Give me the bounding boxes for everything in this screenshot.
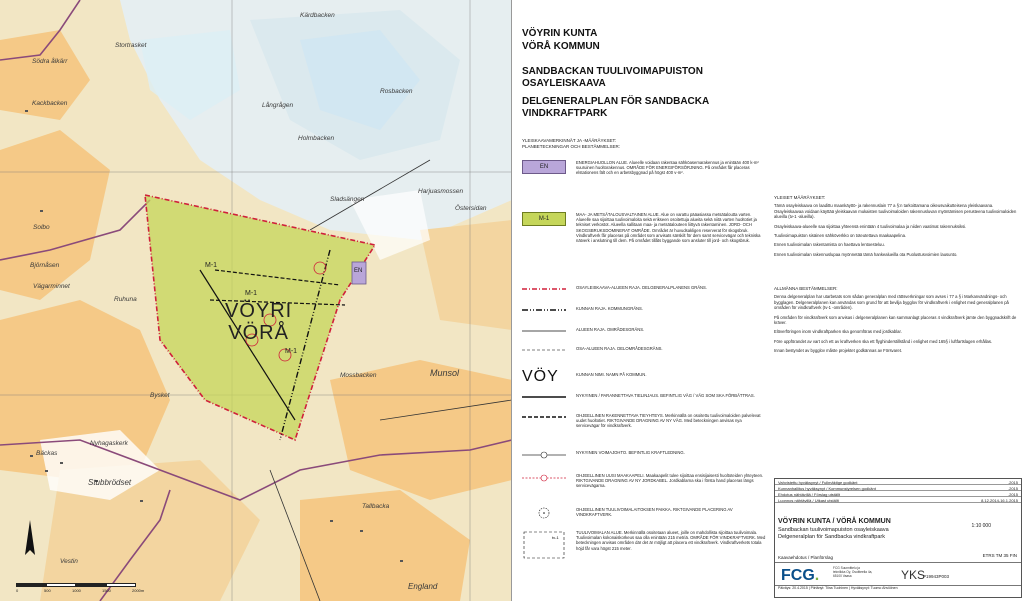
legend-item-municipality-name: VÖY KUNNAN NIMI. NAMN PÅ KOMMUN. (522, 368, 647, 385)
place-label: Björnåsen (30, 262, 60, 269)
subarea-border-symbol (522, 346, 566, 360)
place-label: Stortrasket (115, 42, 147, 49)
approval-row: Kunnanhallitus hyväksynyt / Kommunstyrelsen godkänt .2015 (775, 485, 1021, 491)
place-label: Harjuasmossen (418, 188, 464, 195)
m1-symbol: M-1 (522, 212, 566, 226)
title-block-subtitle: Sandbackan tuulivoimapuiston osayleiskaava Delgeneralplan för Sandbacka vindkraftpark (778, 527, 889, 540)
place-label: Kackbacken (32, 100, 68, 107)
legend-item-m1: M-1 MAA- JA METSÄTALOUSVALTAINEN ALUE. Alue on varattu pääasiassa metsätaloutta varten. Alueelle saa sijoittaa tuulivoimaloita sekä erikseen osoitettuja alueita sekä niitä varten huoltotiet ja tekniset verkostot. Alueella sallitaan maa- ja metsätalouteen liittyvä rakentaminen. JORD- OCH SKOGSBRUKSDOMINERAT OMRÅDE. Området är huvudsakligen reserverat för skogsbruk. Vindkraftverk får placeras på området som anvisats särskilt för dem samt servicevägar och tekniska nätverk i anslutning till dem. På området tillåts byggande som ansluter till jord- och skogsbruk. (522, 212, 762, 272)
legend-item-road: NYKYINEN / PARANNETTAVA TIELINJAUS. BEFINTLIG VÄG / VÄG SOM SKA FÖRBÄTTRAS. (522, 393, 762, 407)
legend-item-plan-border: OSAYLEISKAAVA-ALUEEN RAJA. DELGENERALPLANENS GRÄNS. (522, 285, 762, 299)
place-label: Bysket (150, 392, 170, 399)
legend-item-powerline: NYKYINEN VOIMAJOHTO. BEFINTLIG KRAFTLEDNING. (522, 450, 762, 464)
plan-title-sv: DELGENERALPLAN FÖR SANDBACKA VINDKRAFTPARK (522, 96, 709, 119)
scale-bar: 0 500 1000 1500 2000m (16, 583, 216, 593)
legend-panel (512, 0, 1024, 601)
title-block (774, 478, 1022, 598)
legend-item-cable: OHJEELLINEN UUSI MAAKAAPELI. Maakaapelit tulee sijoittaa ensisijaisesti huoltoteiden yhteyteen. RIKTGIVANDE DRAGNING AV NY JORDKABEL. Jordkablarna ska i första hand placeras längs servicevägarna. (522, 473, 762, 497)
place-label: Munsol (430, 368, 460, 378)
place-label: Mossbacken (340, 372, 377, 379)
place-label: Vägarminnet (33, 283, 70, 290)
legend-item-en: EN ENERGIAHUOLLON ALUE. Alueelle voidaan rakentaa sähköasemarakennus ja enintään 400 k-m² suuruinen huoltorakennus. OMRÅDE FÖR ENERGIFÖRSÖRJNING. På området får placeras elstationens fält och en arbetsbyggnad på högst 400 v-m². (522, 160, 762, 190)
place-label: Holmbacken (298, 135, 335, 142)
fcg-logo: FCG. (781, 567, 820, 584)
place-label: Östersidan (455, 205, 487, 212)
legend-item-subarea-border: OSA-ALUEEN RAJA. DELOMRÅDESGRÄNS. (522, 346, 762, 360)
en-symbol: EN (522, 160, 566, 174)
place-label: Södra ålkärr (32, 58, 68, 65)
powerline-symbol (522, 450, 566, 464)
title-main (775, 515, 1021, 563)
project-code: P19943P003 (923, 574, 950, 579)
place-label: England (408, 582, 438, 591)
turbine-area-symbol (522, 530, 566, 560)
general-rules: YLEISET MÄÄRÄYKSET: Tämä osayleiskaava on laadittu maankäyttö- ja rakennuslain 77 a §:n tarkoittamana oikeusvaikutteisena yleiskaavana. Osayleiskaavaa voidaan käyttää yleiskaavan mukaisten tuulivoimaloiden rakennusluvan myöntämisen perusteena tuulivoimaloiden alueilla (tv-1 -alueilla). Osayleiskaava-alueelle saa sijoittaa yhteensä enintään 4 tuulivoimalaa ja niiden vaatimat rakennuksiksi. Tuulivoimapuiston sisäinen sähköverkko on toteutettava maakaapelina. Ennen tuulivoimalan rakentamista on haettava lentoesteluu. Ennen tuulivoimalan rakennuslupaa myönnetää tämä hankealueilla ota Puolustusvoimien lausunto. (774, 195, 1017, 257)
allm-rules: ALLMÄNNA BESTÄMMELSER: Denna delgeneralplan har utarbetats som sådan generalplan med rättsverkningar som avses i 77 a § i Markanvändnings- och bygglagen. Delgeneralplanen kan användas som grund för att bevilja bygglov för vindkraftverk i enlighet med generalplanen på områden för vindkraftverk (tv-1 -områden). På områden för vindkraftverk som anvisas i delgeneralplanen kan sammanlagt placeras 4 vindkraftverk jämte den byggnadskrift de kräver. Elöverföringen inom vindkraftparken ska genomföras med jordkablar. Före uppförandet av vart och ett av kraftverken ska ett flyghinderstillstånd i enlighet med 165§ i luftfartslagen erhållas. Innan bestyndet av bygglov måste projektet godkännas av Försvaret. (774, 286, 1017, 354)
municipality-name-fi: VÖYRIN KUNTA (522, 28, 598, 39)
zone-label-m1: M-1 (285, 348, 298, 355)
plan-phase: Kaavaehdotus / Planförslag (778, 555, 834, 560)
zone-label-m1: M-1 (245, 290, 258, 297)
legend-heading: YLEISKAAVAMERKINNÄT JA -MÄÄRÄYKSET: PLANBETECKNINGAR OCH BESTÄMMELSER: (522, 138, 621, 149)
approval-row: Luonnos nähtävillä / Utkast utställt 8.12.2014-16.1.2015 (775, 497, 1021, 503)
yks-code: YKS (901, 568, 926, 582)
legend-item-area-border: ALUEEN RAJA. OMRÅDESGRÄNS. (522, 327, 762, 341)
title-block-title: VÖYRIN KUNTA / VÖRÅ KOMMUN (778, 518, 891, 525)
place-label: Solbo (33, 224, 50, 231)
municipality-name-sv: VÖRÅ KOMMUN (522, 41, 600, 52)
plan-title-fi: SANDBACKAN TUULIVOIMAPUISTON OSAYLEISKAAVA (522, 66, 703, 89)
turbine-site-symbol (522, 507, 566, 521)
company-address: FCG Suunnittelu ja tekniikka Oy, Osoitteella 4a, 65100 Vaasa (833, 566, 873, 578)
plan-border-symbol (522, 285, 566, 299)
place-label: Långrågen (262, 102, 294, 109)
turbine-area-code: tv-1 (552, 535, 559, 540)
new-road-symbol (522, 413, 566, 427)
place-label: Kärdbacken (300, 12, 335, 19)
place-label: Vestin (60, 558, 78, 565)
place-label: Stubbrödset (88, 478, 132, 487)
place-label: Ruhuna (114, 296, 137, 303)
zone-label-en: EN (354, 268, 363, 274)
title-block-footer: Päiväys: 20.4.2015 | Piirtänyt: Tiina Tuohinen | Hyväksynyt: Tuomo Ahviöinen (775, 585, 1021, 598)
road-symbol (522, 393, 566, 407)
legend-item-turbine-site: OHJEELLINEN TUULIVOIMALAITOKSEN PAIKKA. RIKTGIVANDE PLACERING AV VINDKRAFTVERK. (522, 507, 762, 521)
legend-item-turbine-area: tv-1 TUULIVOIMALAN ALUE. Merkinnällä osoitetaan alueet, joille on mahdollista sijoittaa tuulivoimala. Tuulivoimalan kokonaiskorkeus saa olla enintään 215 metriä. OMRÅDE FÖR VINDKRAFTVERK. Med beteckningen anvisas områden där det är möjligt att placera ett vindkraftverk. Vindkraftverkets totala höjd får vara högst 215 meter. (522, 530, 762, 590)
voy-symbol: VÖY (522, 368, 559, 385)
municipal-border-symbol (522, 306, 566, 320)
place-label: Sladsängen (330, 196, 365, 203)
legend-item-municipal-border: KUNNAN RAJA. KOMMUNGRÄNS. (522, 306, 762, 320)
place-label: Tallbacka (362, 503, 390, 510)
approval-row: Vahvistettu hyväksynyt / Fullmäktige godkänt .2015 (775, 479, 1021, 485)
coordinate-system: ETRS TM 35 FIN (982, 553, 1017, 558)
legend-item-new-road: OHJEELLINEN RAKENNETTAVA TIEYHTEYS. Merkinnällä on osoitettu tuulivoimaloiden palvelevat uudet huoltotiet. RIKTGIVANDE DRAGNING AV NY VÄG. Med beteckningen anvisas nya servicevägar för vindkraftverk. (522, 413, 762, 437)
place-label: Nyhagaskerk (90, 440, 128, 447)
place-label: Rosbacken (380, 88, 413, 95)
approval-row: Ehdotus nähtävillä / Förslag utställt .2015 (775, 491, 1021, 497)
map-scale: 1:10 000 (971, 523, 991, 529)
area-border-symbol (522, 327, 566, 341)
cable-symbol (522, 473, 566, 487)
zone-label-m1: M-1 (205, 262, 218, 269)
place-label: Bäckas (36, 450, 58, 457)
municipality-label: VÖYRI VÖRÅ (225, 300, 293, 344)
